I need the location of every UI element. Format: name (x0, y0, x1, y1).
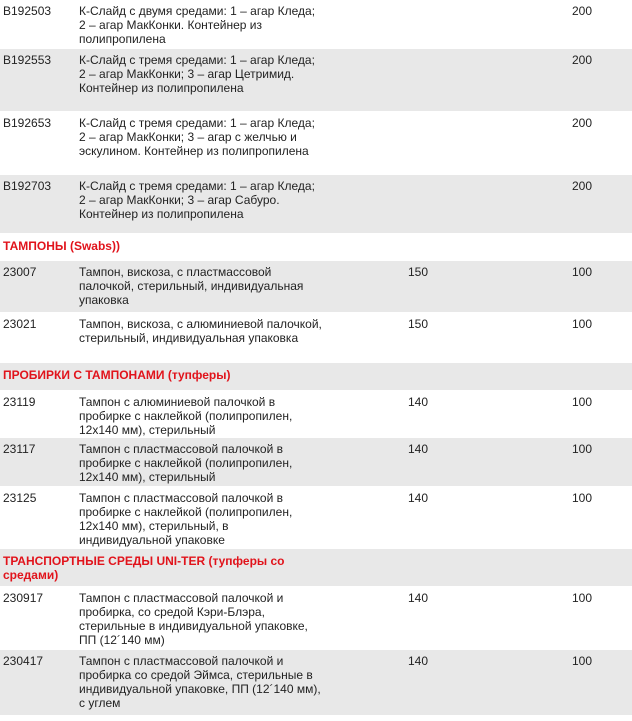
item-pack: 200 (572, 4, 593, 18)
item-pack: 200 (572, 53, 593, 67)
item-description: Тампон, вискоза, с пластмассовой палочкой, стерильный, индивидуальная упаковка (79, 265, 304, 307)
table-row (0, 49, 632, 112)
table-row (0, 438, 632, 487)
table-row (0, 261, 632, 313)
item-pack: 100 (572, 265, 593, 279)
item-code: 23125 (3, 491, 37, 505)
item-quantity: 140 (408, 395, 429, 409)
item-description: Тампон с пластмассовой палочкой в пробирке с наклейкой (полипропилен, 12х140 мм), стерильный, в индивидуальной упаковке (79, 491, 293, 547)
item-description: Тампон с пластмассовой палочкой и пробирка со средой Эймса, стерильные в индивидуальной упаковке, ПП (12´140 мм), с углем (79, 654, 321, 710)
item-code: B192653 (3, 116, 52, 130)
table-row (0, 487, 632, 549)
table-row (0, 313, 632, 363)
item-quantity: 150 (408, 317, 429, 331)
item-code: B192703 (3, 179, 52, 193)
table-row (0, 175, 632, 234)
item-code: 230417 (3, 654, 44, 668)
item-code: 23117 (3, 442, 36, 456)
item-quantity: 140 (408, 491, 429, 505)
section-title: ПРОБИРКИ С ТАМПОНАМИ (тупферы) (3, 368, 231, 382)
table-row (0, 0, 632, 49)
item-quantity: 140 (408, 591, 429, 605)
item-code: 23021 (3, 317, 37, 331)
item-pack: 100 (572, 395, 593, 409)
item-pack: 100 (572, 317, 593, 331)
item-description: К-Слайд с тремя средами: 1 – агар Кледа; 2 – агар МакКонки; 3 – агар с желчью и эскулином. Контейнер из полипропилена (79, 116, 315, 158)
section-title: ТРАНСПОРТНЫЕ СРЕДЫ UNI-TER (тупферы со средами) (3, 554, 285, 582)
item-pack: 200 (572, 179, 593, 193)
table-row (0, 112, 632, 175)
item-description: Тампон с пластмассовой палочкой и пробирка, со средой Кэри-Блэра, стерильные в индивидуальной упаковке, ПП (12´140 мм) (79, 591, 308, 647)
item-code: 23007 (3, 265, 37, 279)
item-quantity: 140 (408, 654, 429, 668)
section-header (0, 234, 632, 261)
table-row (0, 391, 632, 438)
item-code: B192503 (3, 4, 52, 18)
item-description: Тампон, вискоза, с алюминиевой палочкой, стерильный, индивидуальная упаковка (79, 317, 322, 345)
table-row (0, 650, 632, 716)
item-pack: 100 (572, 591, 593, 605)
item-description: К-Слайд с тремя средами: 1 – агар Кледа; 2 – агар МакКонки; 3 – агар Сабуро. Контейнер из полипропилена (79, 179, 315, 221)
item-code: 23119 (3, 395, 36, 409)
table-row (0, 587, 632, 650)
item-code: 230917 (3, 591, 44, 605)
item-pack: 200 (572, 116, 593, 130)
item-description: Тампон с алюминиевой палочкой в пробирке с наклейкой (полипропилен, 12х140 мм), стерильный (79, 395, 293, 437)
item-description: К-Слайд с тремя средами: 1 – агар Кледа; 2 – агар МакКонки; 3 – агар Цетримид. Контейнер из полипропилена (79, 53, 315, 95)
section-header (0, 549, 632, 587)
item-quantity: 140 (408, 442, 429, 456)
section-header (0, 363, 632, 391)
item-description: Тампон с пластмассовой палочкой в пробирке с наклейкой (полипропилен, 12х140 мм), стерильный (79, 442, 293, 484)
item-quantity: 150 (408, 265, 429, 279)
item-pack: 100 (572, 491, 593, 505)
item-pack: 100 (572, 442, 593, 456)
item-description: К-Слайд с двумя средами: 1 – агар Кледа; 2 – агар МакКонки. Контейнер из полипропилена (79, 4, 316, 46)
item-code: B192553 (3, 53, 52, 67)
item-pack: 100 (572, 654, 593, 668)
section-title: ТАМПОНЫ (Swabs)) (3, 239, 120, 253)
